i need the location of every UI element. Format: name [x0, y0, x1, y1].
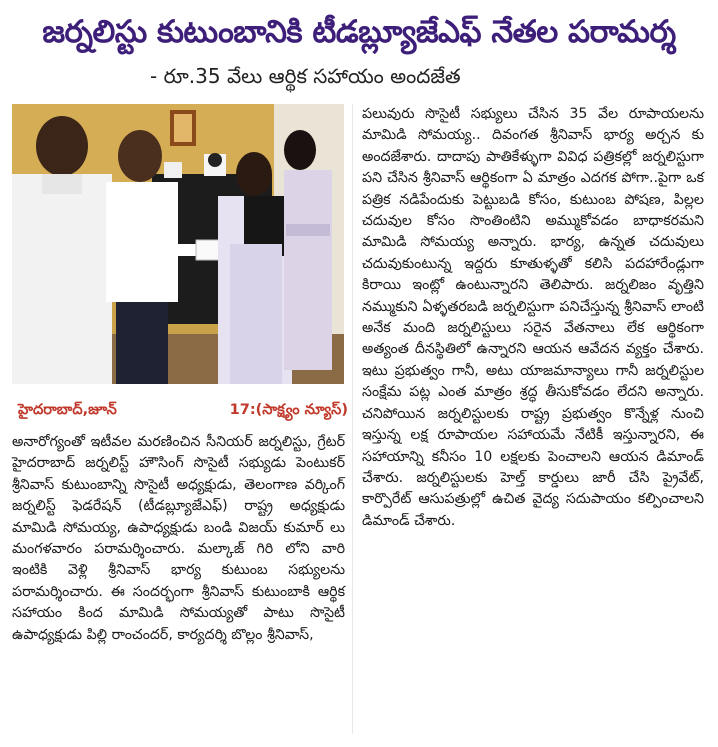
article-column-left — [12, 432, 345, 646]
headline: జర్నలిస్టు కుటుంబానికి టీడబ్ల్యూజేఎఫ్ నేతల పరామర్శ — [42, 14, 676, 50]
article-column-right — [362, 104, 704, 532]
body-left: అనారోగ్యంతో ఇటీవల మరణించిన సీనియర్ జర్నలిస్టు, గ్రేటర్ హైదరాబాద్ జర్నలిస్ట్ హౌసింగ్ సొసైటీ సభ్యుడు పెంటుకర్ శ్రీనివాస్ కుటుంబాన్ని సొసైటీ అధ్యక్షుడు, తెలంగాణ వర్కింగ్ జర్నలిస్ట్ ఫెడరేషన్ (టీడబ్ల్యూజేఎఫ్) రాష్ట్ర అధ్యక్షుడు మామిడి సోమయ్య, ఉపాధ్యక్షుడు బండి విజయ్ కుమార్ లు మంగళవారం పరామర్శించారు. మల్కాజ్ గిరి లోని వారి ఇంటికి వెళ్లి శ్రీనివాస్ భార్య కుటుంబ సభ్యులను పరామర్శించారు. ఈ సందర్భంగా శ్రీనివాస్ కుటుంబాకి ఆర్థిక సహాయం కింద మామిడి సోమయ్యతో పాటు సొసైటీ ఉపాధ్యక్షుడు పిల్లి రాంచందర్, కార్యదర్శి బొల్లం శ్రీనివాస్, — [12, 434, 345, 643]
column-divider — [352, 104, 353, 734]
dateline-source: 17:(సాక్ష్యం న్యూస్) — [229, 402, 348, 418]
body-right: పలువురు సొసైటీ సభ్యులు చేసిన 35 వేల రూపాయలను మామిడి సోమయ్య.. దివంగత శ్రీనివాస్ భార్య అర్చన కు అందజేశారు. దాదాపు పాతికేళ్ళుగా వివిధ పత్రికల్లో జర్నలిస్టుగా పని చేసిన శ్రీనివాస్ ఆర్థికంగా ఏ మాత్రం ఎదగక పోగా..పైగా ఒక పత్రిక నడిపేందుకు పెట్టుబడి కోసం, కుటుంబ పోషణ, పిల్లల చదువుల కోసం సొంతింటిని అమ్ముకోవడం బాధాకరమని మామిడి సోమయ్య అన్నారు. భార్య, ఉన్నత చదువులు చదువుకుంటున్న ఇద్దరు కూతుళ్ళతో కలిసి పదహారేండ్లుగా కిరాయి ఇంట్లో ఉంటున్నారని తెలిపారు. జర్నలిజం వృత్తిని నమ్ముకుని ఏళ్ళతరబడి జర్నలిస్టుగా పనిచేస్తున్న శ్రీనివాస్ లాంటి అనేక మంది జర్నలిస్టులు సరైన వేతనాలు లేక ఆర్థికంగా అత్యంత దీనస్థితిలో ఉన్నారని ఆయన ఆవేదన వ్యక్తం చేశారు. ఇటు ప్రభుత్వం గానీ, అటు యాజమాన్యాలు గానీ జర్నలిస్టుల సంక్షేమ పట్ల ఎంత మాత్రం శ్రద్ధ తీసుకోవడం లేదని అన్నారు. చనిపోయిన జర్నలిస్టులకు రాష్ట్ర ప్రభుత్వం కొన్నేళ్ల నుంచి ఇస్తున్న లక్ష రూపాయల సహాయమే నేటికీ ఇస్తున్నారని, ఈ సహాయాన్ని కనీసం 10 లక్షలకు పెంచాలని ఆయన డిమాండ్ చేశారు. జర్నలిస్టులకు హెల్త్ కార్డులు జారీ చేసి ప్రైవేట్, కార్పొరేట్ ఆసుపత్రుల్లో ఉచిత వైద్య సదుపాయం కల్పించాలని డిమాండ్ చేశారు. — [362, 106, 704, 529]
news-photo — [12, 104, 344, 384]
subheadline: - రూ.35 వేలు ఆర్థిక సహాయం అందజేత — [150, 64, 461, 88]
dateline-place: హైదరాబాద్,జూన్ — [18, 402, 117, 418]
dateline — [18, 402, 348, 422]
